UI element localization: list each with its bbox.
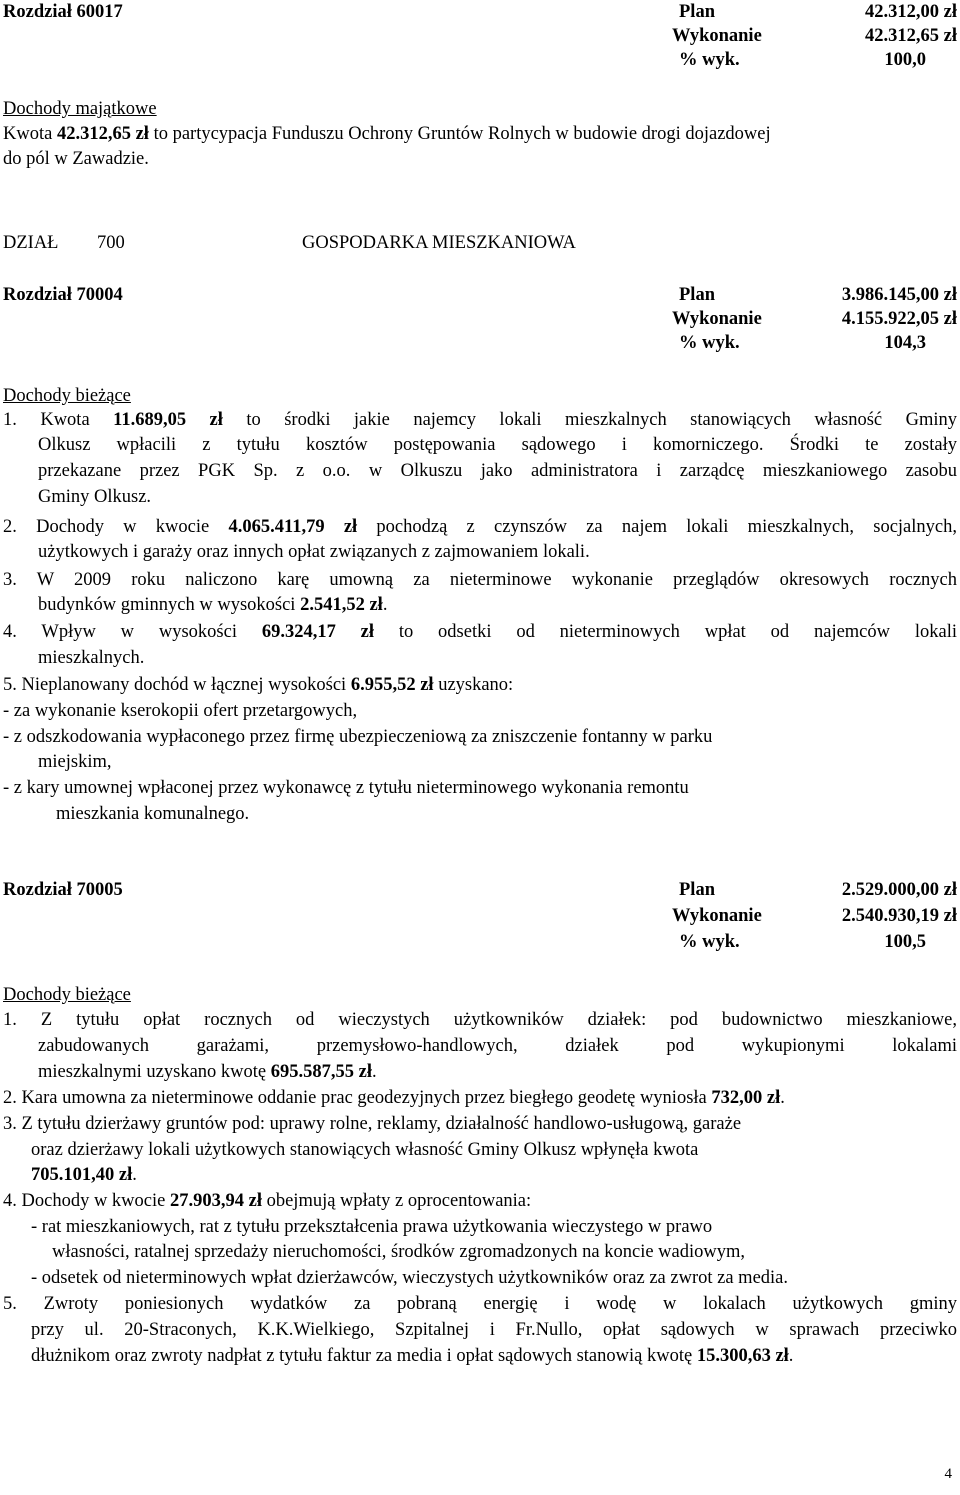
plan-label: Plan	[679, 285, 715, 305]
section-title-70004: Rozdział 70004	[3, 285, 123, 305]
page-number: 4	[944, 1466, 952, 1482]
paragraph-line: do pól w Zawadzie.	[3, 149, 149, 169]
list-item-1-line: Olkusz wpłacili z tytułu kosztów postępowania sądowego i komorniczego. Środki te zostały	[38, 435, 957, 455]
percent-label: % wyk.	[679, 932, 740, 952]
list-item-4-line: 4. Wpływ w wysokości 69.324,17 zł to odsetki od nieterminowych wpłat od najemców lokali	[3, 622, 957, 642]
dash-item: - odsetek od nieterminowych wpłat dzierżawców, wieczystych użytkowników oraz za zwrot za media.	[31, 1268, 789, 1288]
percent-value: 104,3	[884, 333, 926, 353]
list-item-1-line: przekazane przez PGK Sp. z o.o. w Olkuszu jako administratora i zarządcę mieszkaniowego zasobu	[38, 461, 957, 481]
list-item-1-line: 1. Kwota 11.689,05 zł to środki jakie najemcy lokali mieszkalnych stanowiących własność Gminy	[3, 410, 957, 430]
subsection-heading: Dochody majątkowe	[3, 99, 157, 119]
wykonanie-label: Wykonanie	[672, 309, 762, 329]
list-item-3-line: budynków gminnych w wysokości 2.541,52 zł.	[38, 595, 388, 615]
list-item-1-line: Gminy Olkusz.	[38, 487, 152, 507]
subsection-heading: Dochody bieżące	[3, 386, 131, 406]
dash-item: - rat mieszkaniowych, rat z tytułu przekształcenia prawa użytkowania wieczystego w prawo	[31, 1217, 713, 1237]
wykonanie-value: 2.540.930,19 zł	[841, 906, 957, 926]
list-item-4-line: 4. Dochody w kwocie 27.903,94 zł obejmują wpłaty z oprocentowania:	[3, 1191, 532, 1211]
list-item-4-line: mieszkalnych.	[38, 648, 145, 668]
plan-label: Plan	[679, 2, 715, 22]
wykonanie-value: 4.155.922,05 zł	[841, 309, 957, 329]
list-item-5-line: dłużnikom oraz zwroty nadpłat z tytułu faktur za media i opłat sądowych stanowią kwotę 15.300,63 zł.	[31, 1346, 794, 1366]
plan-value: 42.312,00 zł	[865, 2, 957, 22]
dzial-name: GOSPODARKA MIESZKANIOWA	[302, 233, 576, 253]
list-item-2-line: użytkowych i garaży oraz innych opłat związanych z zajmowaniem lokali.	[38, 542, 590, 562]
dzial-number: 700	[97, 233, 125, 253]
list-item-2-line: 2. Dochody w kwocie 4.065.411,79 zł pochodzą z czynszów za najem lokali mieszkalnych, socjalnych,	[3, 517, 957, 537]
wykonanie-label: Wykonanie	[672, 906, 762, 926]
percent-value: 100,5	[884, 932, 926, 952]
dash-item-continuation: miejskim,	[38, 752, 112, 772]
percent-label: % wyk.	[679, 333, 740, 353]
list-item-5-line: przy ul. 20-Straconych, K.K.Wielkiego, Szpitalnej i Fr.Nullo, opłat sądowych w sprawach przeciwko	[31, 1320, 957, 1340]
list-item-1-line: mieszkalnymi uzyskano kwotę 695.587,55 zł.	[38, 1062, 377, 1082]
list-item-1-line: 1. Z tytułu opłat rocznych od wieczystych użytkowników działek: pod budownictwo mieszkaniowe,	[3, 1010, 957, 1030]
subsection-heading: Dochody bieżące	[3, 985, 131, 1005]
dash-item-continuation: własności, ratalnej sprzedaży nieruchomości, środków zgromadzonych na koncie wadiowym,	[52, 1242, 746, 1262]
dash-item: - z kary umownej wpłaconej przez wykonawcę z tytułu nieterminowego wykonania remontu	[3, 778, 689, 798]
wykonanie-value: 42.312,65 zł	[865, 26, 957, 46]
list-item-3-line: 3. Z tytułu dzierżawy gruntów pod: uprawy rolne, reklamy, działalność handlowo-usługową, garaże	[3, 1114, 742, 1134]
dash-item: - z odszkodowania wypłaconego przez firmę ubezpieczeniową za zniszczenie fontanny w parku	[3, 727, 713, 747]
wykonanie-label: Wykonanie	[672, 26, 762, 46]
list-item-1-line: zabudowanych garażami, przemysłowo-handlowych, działek pod wykupionymi lokalami	[38, 1036, 957, 1056]
dash-item: - za wykonanie kserokopii ofert przetargowych,	[3, 701, 358, 721]
plan-value: 2.529.000,00 zł	[841, 880, 957, 900]
list-item-3-line: 705.101,40 zł.	[31, 1165, 137, 1185]
list-item-2-line: 2. Kara umowna za nieterminowe oddanie prac geodezyjnych przez biegłego geodetę wyniosła 732,00 zł.	[3, 1088, 785, 1108]
percent-label: % wyk.	[679, 50, 740, 70]
list-item-5-line: 5. Zwroty poniesionych wydatków za pobraną energię i wodę w lokalach użytkowych gminy	[3, 1294, 957, 1314]
dash-item-continuation: mieszkania komunalnego.	[56, 804, 250, 824]
section-title-70005: Rozdział 70005	[3, 880, 123, 900]
section-title-60017: Rozdział 60017	[3, 2, 123, 22]
list-item-3-line: oraz dzierżawy lokali użytkowych stanowiących własność Gminy Olkusz wpłynęła kwota	[31, 1140, 699, 1160]
plan-value: 3.986.145,00 zł	[841, 285, 957, 305]
list-item-3-line: 3. W 2009 roku naliczono karę umowną za nieterminowe wykonanie przeglądów okresowych rocznych	[3, 570, 957, 590]
list-item-5-line: 5. Nieplanowany dochód w łącznej wysokości 6.955,52 zł uzyskano:	[3, 675, 514, 695]
percent-value: 100,0	[884, 50, 926, 70]
dzial-label: DZIAŁ	[3, 233, 59, 253]
paragraph-line: Kwota 42.312,65 zł to partycypacja Funduszu Ochrony Gruntów Rolnych w budowie drogi dojazdowej	[3, 124, 771, 144]
plan-label: Plan	[679, 880, 715, 900]
